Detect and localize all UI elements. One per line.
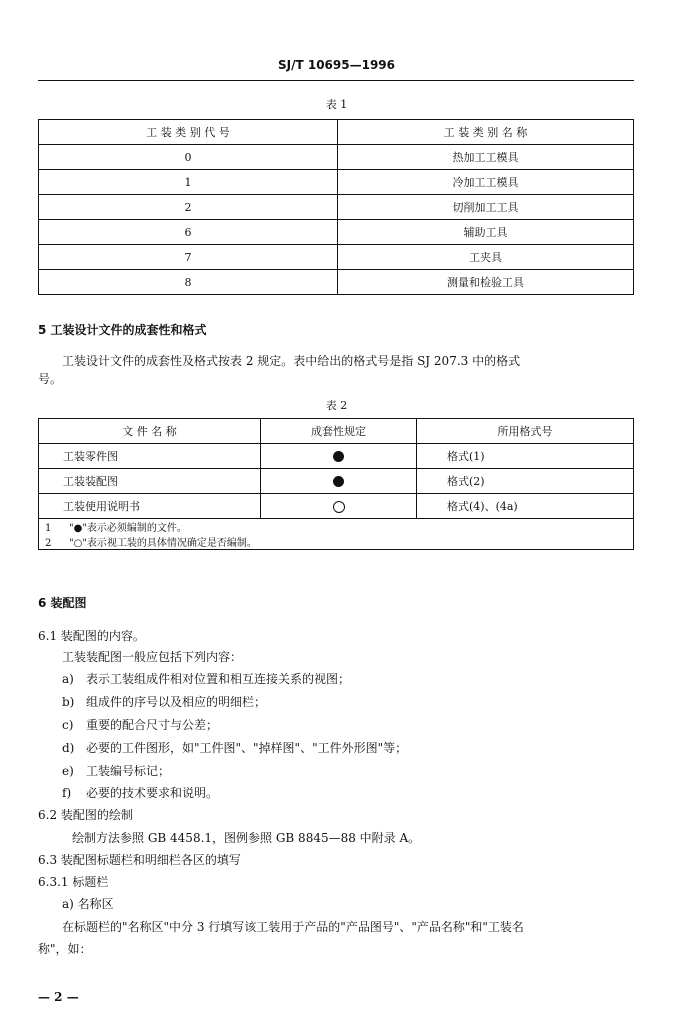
list-item <box>62 784 218 802</box>
list-item <box>62 716 218 734</box>
section-6-2-text: 绘制方法参照 GB 4458.1，图例参照 GB 8845—88 中附录 A。 <box>72 831 421 845</box>
section-6-1-intro: 工装装配图一般应包括下列内容： <box>62 650 243 664</box>
table-cell: 2 <box>39 195 338 220</box>
list-item-text: 重要的配合尺寸与公差； <box>86 718 219 732</box>
table-cell: 7 <box>39 245 338 270</box>
header-rule <box>38 80 634 81</box>
section-5-paragraph-line1: 工装设计文件的成套性及格式按表 2 规定。表中给出的格式号是指 SJ 207.3 中的格式 <box>62 354 521 368</box>
table-row <box>39 145 634 170</box>
table1-caption: 表 1 <box>325 98 348 111</box>
document-set-table <box>38 418 634 550</box>
list-item <box>62 693 266 711</box>
page-number: — 2 — <box>38 990 79 1004</box>
column-header: 所用格式号 <box>417 419 634 444</box>
list-item-label: c) <box>62 718 74 732</box>
list-item <box>62 670 350 688</box>
table-header-row <box>39 419 634 444</box>
table-row <box>39 220 634 245</box>
column-header: 工 装 类 别 代 号 <box>39 120 338 145</box>
table-note-row <box>39 519 634 550</box>
note-number: 1 <box>45 523 52 534</box>
table-cell: 0 <box>39 145 338 170</box>
table-cell: 冷加工工模具 <box>338 170 634 195</box>
section-6-3-1-title: 6.3.1 标题栏 <box>38 875 109 889</box>
section-6-3-title: 6.3 装配图标题栏和明细栏各区的填写 <box>38 853 241 867</box>
open-circle-icon <box>333 501 345 513</box>
list-item-label: a) <box>62 672 74 686</box>
table-cell: 1 <box>39 170 338 195</box>
section-5-paragraph-line2: 号。 <box>38 372 63 386</box>
list-item <box>62 762 170 780</box>
table-cell: 工装装配图 <box>39 469 261 494</box>
table-cell: 切削加工工具 <box>338 195 634 220</box>
list-item-text: 表示工装组成件相对位置和相互连接关系的视图； <box>86 672 351 686</box>
note-text: "○"表示视工装的具体情况确定是否编制。 <box>69 538 257 549</box>
table-note <box>39 519 634 550</box>
table-cell <box>261 494 417 519</box>
list-item-text: 必要的工件图形，如"工件图"、"掉样图"、"工件外形图"等； <box>86 741 408 755</box>
table-cell: 辅助工具 <box>338 220 634 245</box>
column-header: 文 件 名 称 <box>39 419 261 444</box>
list-item-label: d) <box>62 741 75 755</box>
list-item-text: 工装编号标记； <box>86 764 171 778</box>
list-item-text: 组成件的序号以及相应的明细栏； <box>86 695 267 709</box>
table-cell: 测量和检验工具 <box>338 270 634 295</box>
table-cell <box>261 469 417 494</box>
list-item-label: e) <box>62 764 74 778</box>
section-6-3-1-a: a) 名称区 <box>62 897 114 911</box>
section-6-2-title: 6.2 装配图的绘制 <box>38 808 133 822</box>
table-cell: 热加工工模具 <box>338 145 634 170</box>
table-row <box>39 444 634 469</box>
filled-circle-icon <box>333 451 344 462</box>
list-item-label: f) <box>62 786 72 800</box>
list-item <box>62 739 407 757</box>
table-cell: 格式(1) <box>417 444 634 469</box>
table-row <box>39 469 634 494</box>
section-6-3-1-line1: 在标题栏的"名称区"中分 3 行填写该工装用于产品的"产品图号"、"产品名称"和"工装名 <box>62 920 524 934</box>
table-row <box>39 195 634 220</box>
document-code: SJ/T 10695—1996 <box>278 58 395 72</box>
column-header: 工 装 类 别 名 称 <box>338 120 634 145</box>
list-item-label: b) <box>62 695 75 709</box>
table-cell: 格式(4)、(4a) <box>417 494 634 519</box>
table-row <box>39 494 634 519</box>
table-cell: 工夹具 <box>338 245 634 270</box>
list-item-text: 必要的技术要求和说明。 <box>86 786 219 800</box>
table-cell: 工装零件图 <box>39 444 261 469</box>
section-6-1-title: 6.1 装配图的内容。 <box>38 629 145 643</box>
section-6-3-1-line2: 称"，如： <box>38 942 92 956</box>
table-cell: 工装使用说明书 <box>39 494 261 519</box>
table-cell: 格式(2) <box>417 469 634 494</box>
table-cell <box>261 444 417 469</box>
column-header: 成套性规定 <box>261 419 417 444</box>
note-text: "●"表示必须编制的文件。 <box>69 523 187 534</box>
table2-caption: 表 2 <box>325 399 348 412</box>
table-header-row <box>39 120 634 145</box>
table-row <box>39 270 634 295</box>
table-row <box>39 170 634 195</box>
table-cell: 8 <box>39 270 338 295</box>
note-number: 2 <box>45 538 52 549</box>
section-5-title: 5 工装设计文件的成套性和格式 <box>38 323 207 337</box>
table-cell: 6 <box>39 220 338 245</box>
table-row <box>39 245 634 270</box>
filled-circle-icon <box>333 476 344 487</box>
tool-category-table <box>38 119 634 295</box>
section-6-title: 6 装配图 <box>38 596 87 610</box>
